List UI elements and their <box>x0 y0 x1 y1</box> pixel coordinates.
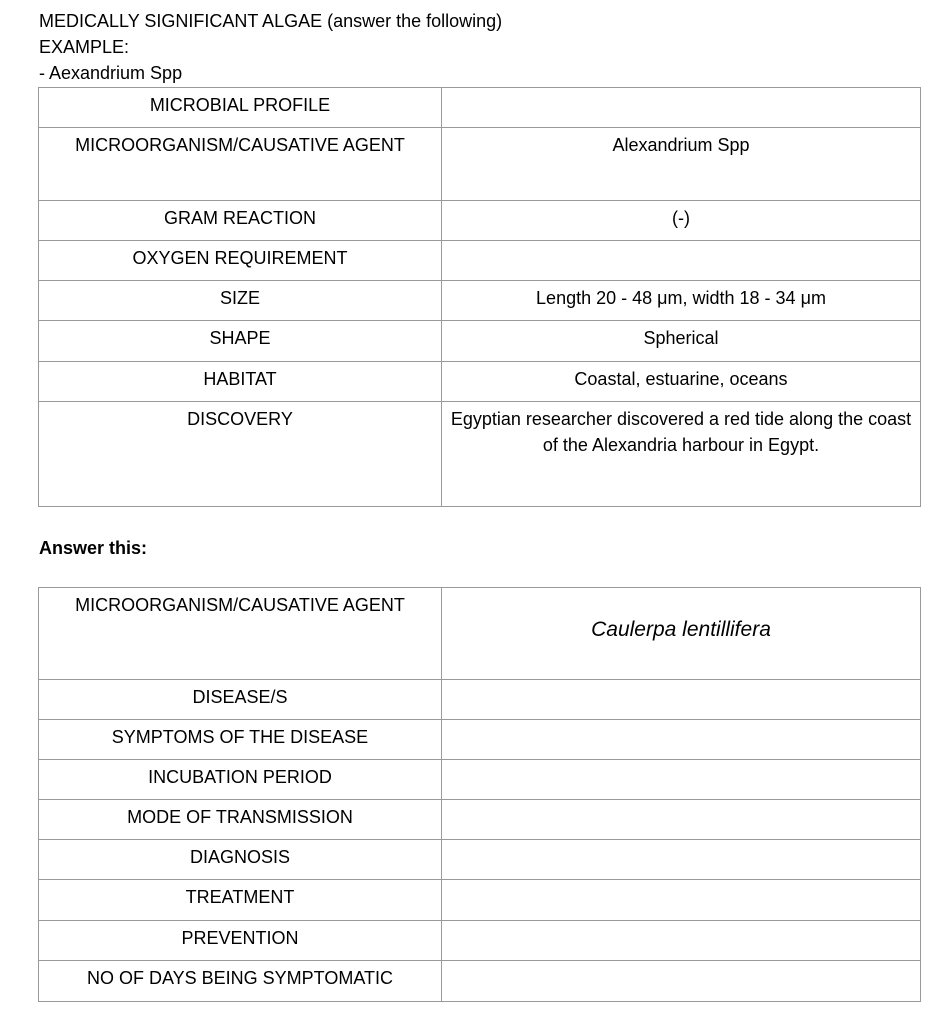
row-value: Egyptian researcher discovered a red tide along the coast of the Alexandria harbour in Egypt. <box>442 402 921 507</box>
answer-table <box>38 587 921 1002</box>
row-label: DISCOVERY <box>39 402 442 507</box>
row-label: NO OF DAYS BEING SYMPTOMATIC <box>39 961 442 1002</box>
row-value <box>442 880 921 921</box>
example-label: EXAMPLE: <box>39 37 130 57</box>
row-value <box>442 88 921 128</box>
row-label: SHAPE <box>39 321 442 362</box>
row-label: SIZE <box>39 281 442 321</box>
row-label: MICROORGANISM/CAUSATIVE AGENT <box>39 128 442 201</box>
table-row <box>39 961 921 1002</box>
table-row <box>39 720 921 760</box>
row-value <box>442 840 921 880</box>
row-label: SYMPTOMS OF THE DISEASE <box>39 720 442 760</box>
row-label: DIAGNOSIS <box>39 840 442 880</box>
example-table <box>38 87 921 507</box>
table-row <box>39 128 921 201</box>
row-label: MICROORGANISM/CAUSATIVE AGENT <box>39 588 442 680</box>
example-item: - Aexandrium Spp <box>39 63 183 83</box>
row-label: INCUBATION PERIOD <box>39 760 442 800</box>
row-label: PREVENTION <box>39 921 442 961</box>
row-value: (-) <box>442 201 921 241</box>
row-value: Coastal, estuarine, oceans <box>442 362 921 402</box>
row-value <box>442 720 921 760</box>
row-value: Spherical <box>442 321 921 362</box>
table-row <box>39 201 921 241</box>
row-value <box>442 680 921 720</box>
table-row <box>39 362 921 402</box>
row-label: HABITAT <box>39 362 442 402</box>
table-row <box>39 680 921 720</box>
table-row <box>39 321 921 362</box>
table-row <box>39 402 921 507</box>
row-value <box>442 760 921 800</box>
row-value: Length 20 - 48 μm, width 18 - 34 μm <box>442 281 921 321</box>
row-label: GRAM REACTION <box>39 201 442 241</box>
row-value <box>442 921 921 961</box>
row-label: TREATMENT <box>39 880 442 921</box>
table-row <box>39 281 921 321</box>
table-row <box>39 588 921 680</box>
table-row <box>39 880 921 921</box>
row-value: Alexandrium Spp <box>442 128 921 201</box>
table-row <box>39 800 921 840</box>
answer-heading: Answer this: <box>39 538 148 558</box>
table-row <box>39 840 921 880</box>
row-label: DISEASE/S <box>39 680 442 720</box>
row-label: MODE OF TRANSMISSION <box>39 800 442 840</box>
row-label: OXYGEN REQUIREMENT <box>39 241 442 281</box>
row-value <box>442 800 921 840</box>
row-label: MICROBIAL PROFILE <box>39 88 442 128</box>
table-row <box>39 921 921 961</box>
row-value <box>442 961 921 1002</box>
page-title: MEDICALLY SIGNIFICANT ALGAE (answer the following) <box>39 11 503 31</box>
table-row <box>39 760 921 800</box>
table-row <box>39 88 921 128</box>
table-row <box>39 241 921 281</box>
row-value <box>442 241 921 281</box>
row-value: Caulerpa lentillifera <box>442 588 921 680</box>
